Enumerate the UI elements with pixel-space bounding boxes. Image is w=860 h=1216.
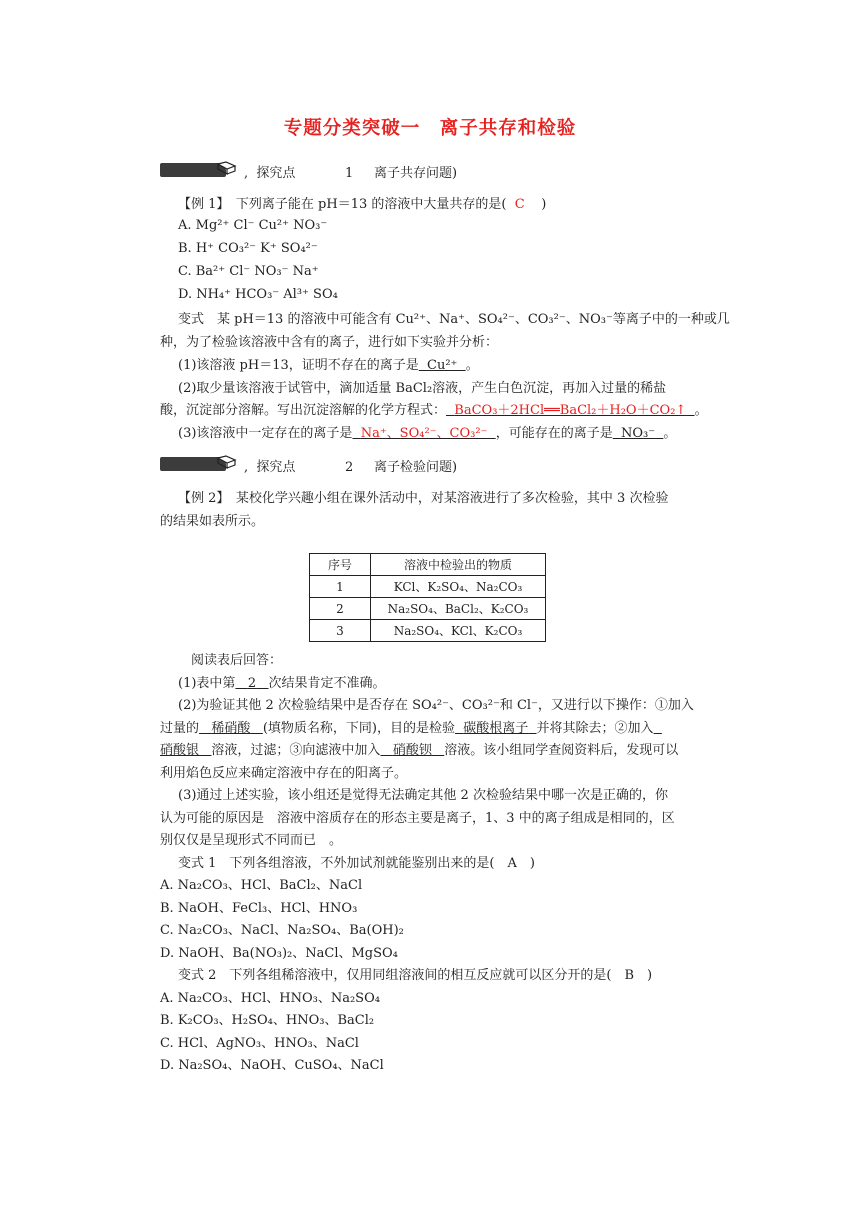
table-cell: Na₂SO₄、KCl、K₂CO₃ [371,620,546,642]
table-cell: KCl、K₂SO₄、Na₂CO₃ [371,576,546,598]
variant-2-option-a: A. Na₂CO₃、HCl、HNO₃、Na₂SO₄ [160,991,380,1006]
variant-1-option-b: B. NaOH、FeCl₃、HCl、HNO₃ [160,901,358,916]
answer-2-line-3: 硝酸银 溶液，过滤；③向滤液中加入 硝酸钡 溶液。该小组同学查阅资料后，发现可以 [160,743,679,758]
variant-1-option-a: A. Na₂CO₃、HCl、BaCl₂、NaCl [160,878,363,893]
table-header-row [310,554,546,576]
book-icon [216,454,238,472]
read-prompt: 阅读表后回答： [191,653,283,668]
book-icon [216,160,238,178]
section-number: 1 [345,166,354,181]
page-title: 专题分类突破一 离子共存和检验 [283,118,577,139]
variant-q1: (1)该溶液 pH＝13，证明不存在的离子是 Cu²⁺ 。 [178,358,479,373]
answer-2-line-2: 过量的 稀硝酸 (填物质名称，下同)，目的是检验 碳酸根离子 并将其除去；②加入 [160,721,654,736]
section-name: 离子共存问题) [373,166,458,181]
answer-2-line-4: 利用焰色反应来确定溶液中存在的阳离子。 [160,766,408,781]
option-b: B. H⁺ CO₃²⁻ K⁺ SO₄²⁻ [178,241,318,256]
table-cell: Na₂SO₄、BaCl₂、K₂CO₃ [371,598,546,620]
section-label: 探究点 [256,166,296,181]
table-cell: 2 [310,598,371,620]
answer-1-value: 2 [247,676,257,691]
variant-1-question: 变式 1 下列各组溶液，不外加试剂就能鉴别出来的是( A ) [178,856,535,871]
section-number: 2 [345,460,354,475]
variant-q3: (3)该溶液中一定存在的离子是 Na⁺、SO₄²⁻、CO₃²⁻ ，可能存在的离子是 NO₃⁻ 。 [178,426,677,441]
variant-2-option-d: D. Na₂SO₄、NaOH、CuSO₄、NaCl [160,1058,384,1073]
variant-q2-line-2: 酸，沉淀部分溶解。写出沉淀溶解的化学方程式： BaCO₃＋2HCl══BaCl₂＋H₂O＋CO₂↑ 。 [160,403,708,418]
table-cell: 1 [310,576,371,598]
example-2-line-1: 【例 2】 某校化学兴趣小组在课外活动中，对某溶液进行了多次检验，其中 3 次检验 [178,491,669,506]
section-header-1: , 探究点 1 离子共存问题) [160,160,580,184]
table-header: 序号 [310,554,371,576]
variant-1-option-d: D. NaOH、Ba(NO₃)₂、NaCl、MgSO₄ [160,946,398,961]
variant-line-2: 种，为了检验该溶液中含有的离子，进行如下实验并分析： [160,335,499,350]
answer-2-line-1: (2)为验证其他 2 次检验结果中是否存在 SO₄²⁻、CO₃²⁻和 Cl⁻，又进行以下操作：①加入 [178,698,694,713]
table-row [310,576,546,598]
table-cell: 3 [310,620,371,642]
option-c: C. Ba²⁺ Cl⁻ NO₃⁻ Na⁺ [178,264,319,279]
results-table [309,553,546,642]
variant-line-1: 变式 某 pH＝13 的溶液中可能含有 Cu²⁺、Na⁺、SO₄²⁻、CO₃²⁻、NO₃⁻等离子中的一种或几 [178,312,730,327]
variant-q2-answer: BaCO₃＋2HCl══BaCl₂＋H₂O＋CO₂↑ [454,403,687,418]
variant-q3-answer-1: Na⁺、SO₄²⁻、CO₃²⁻ [360,426,488,441]
variant-2-question: 变式 2 下列各组稀溶液中，仅用同组溶液间的相互反应就可以区分开的是( B ) [178,968,653,983]
answer-1: (1)表中第 2 次结果肯定不准确。 [178,676,386,691]
section-header-2: , 探究点 2 离子检验问题) [160,454,580,478]
variant-q1-answer: Cu²⁺ [427,358,458,373]
option-d: D. NH₄⁺ HCO₃⁻ Al³⁺ SO₄ [178,287,338,302]
section-name: 离子检验问题) [373,460,458,475]
section-label: 探究点 [256,460,296,475]
table-header: 溶液中检验出的物质 [371,554,546,576]
example-1-answer: C [514,197,525,212]
answer-3-line-3: 别仅仅是呈现形式不同而已 。 [160,833,343,848]
answer-3-line-2: 认为可能的原因是 溶液中溶质存在的形态主要是离子，1、3 中的离子组成是相同的，区 [160,811,675,826]
example-1-question: 【例 1】 下列离子能在 pH＝13 的溶液中大量共存的是( C ) [178,197,547,212]
option-a: A. Mg²⁺ Cl⁻ Cu²⁺ NO₃⁻ [178,218,328,233]
variant-q2-line-1: (2)取少量该溶液于试管中，滴加适量 BaCl₂溶液，产生白色沉淀，再加入过量的稀盐 [178,381,667,396]
variant-1-option-c: C. Na₂CO₃、NaCl、Na₂SO₄、Ba(OH)₂ [160,923,404,938]
variant-2-option-c: C. HCl、AgNO₃、HNO₃、NaCl [160,1036,359,1051]
answer-3-line-1: (3)通过上述实验，该小组还是觉得无法确定其他 2 次检验结果中哪一次是正确的，你 [178,788,668,803]
variant-q3-answer-2: NO₃⁻ [620,426,656,441]
table-row [310,598,546,620]
variant-2-option-b: B. K₂CO₃、H₂SO₄、HNO₃、BaCl₂ [160,1013,375,1028]
example-2-line-2: 的结果如表所示。 [160,514,265,529]
table-row [310,620,546,642]
